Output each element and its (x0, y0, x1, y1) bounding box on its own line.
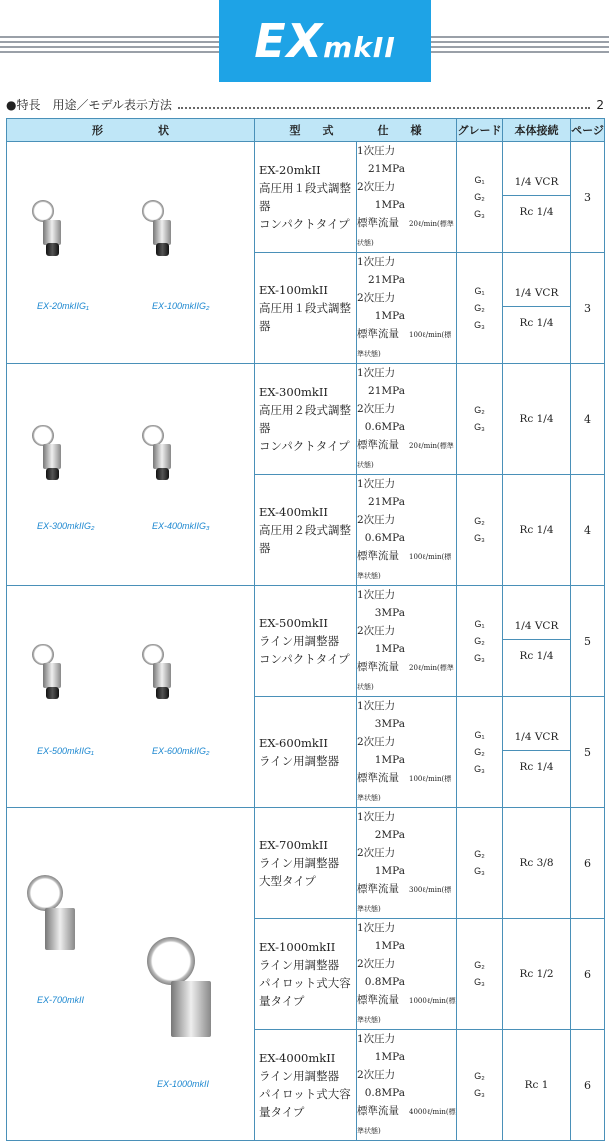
pressure-gauge-icon (32, 425, 54, 447)
spec-line (357, 400, 456, 436)
spec-value: 100ℓ/min(標準状態) (357, 775, 452, 802)
spec-value: 20ℓ/min(標準状態) (357, 664, 454, 691)
model-cell (255, 142, 357, 253)
product-caption: EX-400mkIIG₃ (152, 520, 210, 531)
grade-value: G₁ (474, 285, 485, 296)
spec-line (357, 178, 456, 214)
model-line: コンパクトタイプ (259, 217, 350, 231)
model-cell (255, 475, 357, 586)
spec-label: 標準流量 (357, 328, 399, 340)
spec-value: 21MPa (368, 163, 405, 175)
spec-cell (357, 808, 457, 919)
spec-value: 20ℓ/min(標準状態) (357, 442, 454, 469)
spec-label: 2次圧力 (357, 958, 396, 970)
spec-cell (357, 364, 457, 475)
spec-label: 1次圧力 (357, 700, 396, 712)
spec-value: 3MPa (374, 607, 405, 619)
spec-line (357, 991, 456, 1029)
connection-value: Rc 1/4 (519, 523, 554, 536)
connection-cell (503, 142, 571, 253)
grade-cell (457, 1030, 503, 1141)
connection-value: Rc 1/4 (519, 205, 554, 218)
spec-value: 1000ℓ/min(標準状態) (357, 997, 456, 1024)
connection-cell (503, 253, 571, 364)
model-line: 高圧用２段式調整器 (259, 403, 351, 435)
connection-value: 1/4 VCR (503, 285, 570, 307)
product-image-cell (7, 808, 255, 1141)
grade-value: G₃ (474, 533, 485, 543)
connection-value: Rc 1/4 (519, 316, 554, 329)
grade-value: G₂ (474, 191, 485, 202)
spec-label: 1次圧力 (357, 589, 396, 601)
model-cell (255, 364, 357, 475)
page-cell: 5 (571, 586, 605, 697)
connection-value: Rc 3/8 (519, 856, 554, 869)
regulator-body-icon (43, 444, 61, 469)
page-cell: 6 (571, 919, 605, 1030)
table-row (7, 586, 605, 697)
spec-line (357, 955, 456, 991)
spec-label: 標準流量 (357, 217, 399, 229)
regulator-body-icon (153, 220, 171, 245)
spec-line (357, 436, 456, 474)
product-caption: EX-20mkIIG₁ (37, 301, 89, 311)
spec-value: 100ℓ/min(標準状態) (357, 331, 452, 358)
spec-label: 2次圧力 (357, 403, 396, 415)
spec-label: 1次圧力 (357, 145, 396, 157)
grade-value: G₃ (474, 977, 485, 987)
model-line: EX-400mkII (259, 505, 328, 519)
spec-label: 1次圧力 (357, 478, 396, 490)
logo-banner (219, 0, 431, 82)
product-caption: EX-100mkIIG₂ (152, 301, 210, 311)
regulator-body-icon (153, 663, 171, 688)
connection-cell (503, 586, 571, 697)
spec-value: 1MPa (374, 643, 405, 655)
connection-value: 1/4 VCR (503, 618, 570, 640)
product-caption: EX-300mkIIG₂ (37, 520, 95, 531)
connection-cell (503, 697, 571, 808)
spec-value: 1MPa (374, 1051, 405, 1063)
spec-value: 0.6MPa (364, 421, 405, 433)
grade-value: G₁ (474, 618, 485, 629)
spec-line (357, 880, 456, 918)
model-line: EX-500mkII (259, 616, 328, 630)
model-line: 高圧用２段式調整器 (259, 523, 351, 555)
spec-label: 標準流量 (357, 550, 399, 562)
spec-label: 1次圧力 (357, 811, 396, 823)
spec-line (357, 511, 456, 547)
spec-line (357, 586, 456, 622)
grade-value: G₃ (474, 866, 485, 876)
page-cell: 4 (571, 475, 605, 586)
model-line: ライン用調整器 (259, 856, 340, 870)
toc-line (6, 96, 604, 113)
model-line: EX-600mkII (259, 736, 328, 750)
page-cell: 4 (571, 364, 605, 475)
regulator-body-icon (43, 220, 61, 245)
connection-value: 1/4 VCR (503, 729, 570, 751)
spec-label: 標準流量 (357, 772, 399, 784)
model-line: 大型タイプ (259, 874, 316, 888)
spec-value: 1MPa (374, 865, 405, 877)
spec-line (357, 364, 456, 400)
regulator-body-icon (45, 908, 75, 950)
pressure-gauge-icon (142, 644, 164, 666)
grade-value: G₂ (474, 960, 485, 970)
spec-cell (357, 697, 457, 808)
connection-cell (503, 475, 571, 586)
spec-line (357, 253, 456, 289)
pressure-gauge-icon (142, 200, 164, 222)
product-caption: EX-600mkIIG₂ (152, 745, 210, 756)
spec-value: 2MPa (374, 829, 405, 841)
model-line: EX-20mkII (259, 163, 321, 177)
spec-value: 100ℓ/min(標準状態) (357, 553, 452, 580)
connection-value: Rc 1/4 (519, 412, 554, 425)
model-line: EX-100mkII (259, 283, 328, 297)
connection-value: 1/4 VCR (503, 174, 570, 196)
model-cell (255, 919, 357, 1030)
grade-value: G₃ (474, 1088, 485, 1098)
spec-label: 2次圧力 (357, 181, 396, 193)
table-row (7, 808, 605, 919)
connection-cell (503, 364, 571, 475)
spec-value: 1MPa (374, 199, 405, 211)
header-model-spec: 型 式 仕 様 (255, 119, 457, 142)
regulator-knob-icon (46, 243, 59, 256)
grade-value: G₃ (474, 422, 485, 432)
spec-label: 標準流量 (357, 1105, 399, 1117)
model-line: ライン用調整器 (259, 958, 340, 972)
spec-value: 0.8MPa (364, 1087, 405, 1099)
connection-value: Rc 1/2 (519, 967, 554, 980)
page-cell: 3 (571, 253, 605, 364)
page-cell: 6 (571, 808, 605, 919)
spec-line (357, 697, 456, 733)
model-line: EX-300mkII (259, 385, 328, 399)
regulator-body-icon (43, 663, 61, 688)
grade-cell (457, 253, 503, 364)
spec-label: 1次圧力 (357, 367, 396, 379)
spec-line (357, 733, 456, 769)
spec-value: 0.6MPa (364, 532, 405, 544)
model-cell (255, 586, 357, 697)
regulator-knob-icon (46, 687, 59, 700)
spec-label: 標準流量 (357, 994, 399, 1006)
spec-cell (357, 142, 457, 253)
connection-cell (503, 919, 571, 1030)
connection-cell (503, 808, 571, 919)
spec-line (357, 475, 456, 511)
logo: EXmkII (254, 14, 396, 68)
model-cell (255, 253, 357, 364)
product-caption: EX-500mkIIG₁ (37, 745, 94, 756)
model-line: ライン用調整器 (259, 634, 340, 648)
spec-value: 3MPa (374, 718, 405, 730)
spec-value: 1MPa (374, 310, 405, 322)
grade-value: G₂ (474, 746, 485, 757)
spec-cell (357, 586, 457, 697)
spec-label: 1次圧力 (357, 1033, 396, 1045)
product-table (6, 118, 605, 1141)
header-grade: グレード (457, 119, 503, 142)
table-row (7, 364, 605, 475)
grade-cell (457, 142, 503, 253)
model-line: コンパクトタイプ (259, 439, 350, 453)
model-line: 高圧用１段式調整器 (259, 181, 351, 213)
spec-line (357, 547, 456, 585)
spec-line (357, 142, 456, 178)
spec-line (357, 808, 456, 844)
model-line: EX-1000mkII (259, 940, 336, 954)
spec-label: 標準流量 (357, 439, 399, 451)
page-cell: 6 (571, 1030, 605, 1141)
spec-label: 1次圧力 (357, 256, 396, 268)
spec-line (357, 658, 456, 696)
spec-line (357, 289, 456, 325)
spec-line (357, 769, 456, 807)
spec-value: 1MPa (374, 940, 405, 952)
grade-value: G₂ (474, 849, 485, 859)
spec-label: 2次圧力 (357, 847, 396, 859)
grade-cell (457, 364, 503, 475)
spec-label: 2次圧力 (357, 736, 396, 748)
header-connection: 本体接続 (503, 119, 571, 142)
model-cell (255, 808, 357, 919)
model-cell (255, 1030, 357, 1141)
spec-line (357, 1066, 456, 1102)
page-cell: 3 (571, 142, 605, 253)
regulator-body-icon (171, 981, 211, 1037)
spec-label: 標準流量 (357, 883, 399, 895)
model-line: パイロット式大容量タイプ (259, 976, 351, 1008)
model-line: 高圧用１段式調整器 (259, 301, 351, 333)
regulator-knob-icon (156, 468, 169, 481)
model-line: ライン用調整器 (259, 1069, 340, 1083)
connection-value: Rc 1/4 (519, 649, 554, 662)
model-line: コンパクトタイプ (259, 652, 350, 666)
spec-line (357, 622, 456, 658)
grade-value: G₃ (474, 652, 485, 663)
grade-value: G₂ (474, 302, 485, 313)
header-shape: 形 状 (7, 119, 255, 142)
grade-cell (457, 808, 503, 919)
grade-value: G₁ (474, 174, 485, 185)
table-row (7, 142, 605, 253)
spec-line (357, 325, 456, 363)
grade-value: G₃ (474, 319, 485, 330)
spec-value: 20ℓ/min(標準状態) (357, 220, 454, 247)
grade-value: G₂ (474, 516, 485, 526)
spec-value: 21MPa (368, 274, 405, 286)
spec-label: 2次圧力 (357, 625, 396, 637)
regulator-knob-icon (156, 243, 169, 256)
toc-label: ●特長 用途／モデル表示方法 (6, 98, 172, 112)
spec-cell (357, 475, 457, 586)
grade-cell (457, 919, 503, 1030)
grade-value: G₃ (474, 208, 485, 219)
model-line: EX-4000mkII (259, 1051, 336, 1065)
grade-value: G₂ (474, 635, 485, 646)
grade-value: G₁ (474, 729, 485, 740)
spec-value: 0.8MPa (364, 976, 405, 988)
spec-label: 標準流量 (357, 661, 399, 673)
grade-value: G₂ (474, 1071, 485, 1081)
model-line: ライン用調整器 (259, 754, 340, 768)
spec-value: 1MPa (374, 754, 405, 766)
grade-cell (457, 697, 503, 808)
spec-line (357, 919, 456, 955)
spec-value: 300ℓ/min(標準状態) (357, 886, 452, 913)
grade-cell (457, 475, 503, 586)
grade-cell (457, 586, 503, 697)
spec-cell (357, 1030, 457, 1141)
spec-label: 2次圧力 (357, 1069, 396, 1081)
toc-page: 2 (596, 97, 604, 112)
product-caption: EX-1000mkII (157, 1079, 210, 1089)
page-cell: 5 (571, 697, 605, 808)
regulator-knob-icon (46, 468, 59, 481)
pressure-gauge-icon (27, 875, 63, 911)
product-image-cell (7, 364, 255, 586)
grade-value: G₃ (474, 763, 485, 774)
regulator-knob-icon (156, 687, 169, 700)
spec-label: 2次圧力 (357, 292, 396, 304)
spec-line (357, 844, 456, 880)
connection-value: Rc 1 (524, 1078, 549, 1091)
pressure-gauge-icon (142, 425, 164, 447)
spec-label: 2次圧力 (357, 514, 396, 526)
spec-value: 21MPa (368, 496, 405, 508)
spec-line (357, 214, 456, 252)
header-page: ページ (571, 119, 605, 142)
product-caption: EX-700mkII (37, 995, 85, 1005)
table-header-row (7, 119, 605, 142)
model-line: パイロット式大容量タイプ (259, 1087, 351, 1119)
pressure-gauge-icon (32, 644, 54, 666)
regulator-body-icon (153, 444, 171, 469)
spec-value: 21MPa (368, 385, 405, 397)
connection-value: Rc 1/4 (519, 760, 554, 773)
toc-leader-dots (178, 101, 590, 109)
spec-line (357, 1102, 456, 1140)
product-image-cell (7, 142, 255, 364)
spec-label: 1次圧力 (357, 922, 396, 934)
spec-line (357, 1030, 456, 1066)
spec-cell (357, 919, 457, 1030)
spec-value: 4000ℓ/min(標準状態) (357, 1108, 456, 1135)
grade-value: G₂ (474, 405, 485, 415)
product-image-cell (7, 586, 255, 808)
spec-cell (357, 253, 457, 364)
model-line: EX-700mkII (259, 838, 328, 852)
model-cell (255, 697, 357, 808)
connection-cell (503, 1030, 571, 1141)
pressure-gauge-icon (147, 937, 195, 985)
pressure-gauge-icon (32, 200, 54, 222)
